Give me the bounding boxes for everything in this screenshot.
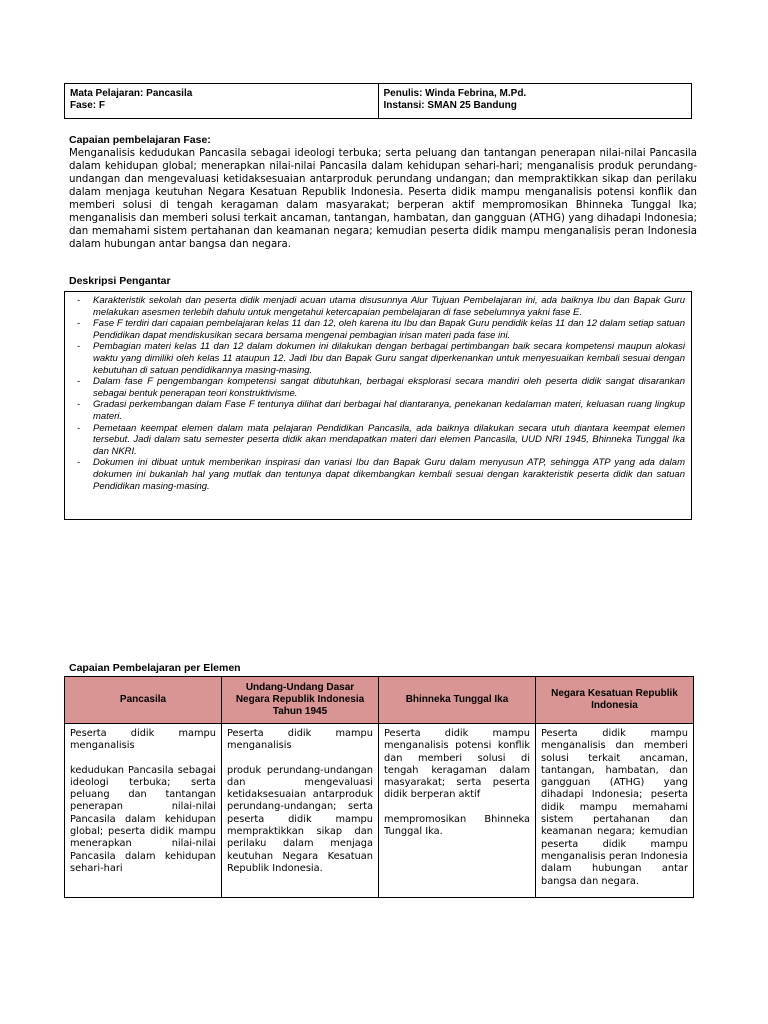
phase-achievement-title: Capaian pembelajaran Fase: [69,134,211,146]
phase-achievement-text: Menganalisis kedudukan Pancasila sebagai ideologi terbuka; serta peluang dan tantangan penerapan nilai-nilai Pancasila dalam kehidupan global; menerapkan nilai-nilai Pancasila dalam kehidupan sehari-hari; menganalisis produk perundang-undangan dan mengevaluasi ketidaksesuaian antarproduk perundang undangan; dan mempraktikkan sikap dan perilaku dalam menjaga keutuhan Negara Kesatuan Republik Indonesia. Peserta didik mampu menganalisis potensi konflik dan memberi solusi di tengah keragaman dalam masyarakat; berperan aktif mempromosikan Bhinneka Tunggal Ika; menganalisis dan memberi solusi terkait ancaman, tantangan, hambatan, dan gangguan (ATHG) yang dihadapi Indonesia; dan memahami sistem pertahanan dan keamanan negara; kemudian peserta didik mampu menganalisis peran Indonesia dalam hubungan antar bangsa dan negara. [69,148,697,250]
phase-label: Fase: F [70,100,106,111]
list-item [71,457,685,492]
column-header-nkri: Negara Kesatuan Republik Indonesia [536,677,694,724]
list-item [71,318,685,341]
list-item-text: Gradasi perkembangan dalam Fase F tentunya dilihat dari berbagai hal diantaranya, penekanan kedalaman materi, keluasan ruang lingkup materi. [93,399,685,422]
cell-paragraph: produk perundang-undangan dan mengevaluasi ketidaksesuaian antarproduk perundang-undangan; serta peserta didik mampu mempraktikkan sikap dan perilaku dalam menjaga keutuhan Negara Kesatuan Republik Indonesia. [227,764,373,874]
author-label: Penulis: Winda Febrina, M.Pd. [383,88,527,99]
author-cell [378,84,692,118]
cell-pancasila [65,724,222,898]
cell-paragraph: Peserta didik mampu menganalisis dan memberi solusi terkait ancaman, tantangan, hambatan, dan gangguan (ATHG) yang dihadapi Indonesia; peserta didik mampu memahami sistem pertahanan dan keamanan negara; kemudian peserta didik mampu menganalisis peran Indonesia dalam hubungan antar bangsa dan negara. [541,728,688,887]
list-item-text: Pemetaan keempat elemen dalam mata pelajaran Pendidikan Pancasila, ada baiknya dilakukan secara utuh diantara keempat elemen tersebut. Jadi dalam satu semester peserta didik akan mendapatkan materi dari elemen Pancasila, UUD NRI 1945, Bhinneka Tunggal Ika dan NKRI. [93,422,685,457]
list-item-text: Dokumen ini dibuat untuk memberikan inspirasi dan variasi Ibu dan Bapak Guru dalam menyusun ATP, sehingga ATP yang ada dalam dokumen ini bukanlah hal yang mutlak dan tentunya dapat dikembangkan kembali sesuai dengan karakteristik peserta didik dan satuan Pendidikan masing-masing. [93,457,685,492]
list-item [71,295,685,318]
intro-description-box [64,291,692,520]
list-item [71,376,685,399]
bullet-dash: - [77,422,81,434]
list-item [71,399,685,422]
table-header-row [65,677,694,724]
cell-uud-1945 [222,724,379,898]
element-achievement-title: Capaian Pembelajaran per Elemen [69,662,241,674]
phase-achievement-section [69,134,697,251]
subject-cell [65,84,378,118]
list-item-text: Pembagian materi kelas 11 dan 12 dalam dokumen ini dilakukan dengan berbagai pertimbangan baik secara kompetensi maupun alokasi waktu yang dimiliki oleh kelas 11 ataupun 12. Jadi Ibu dan Bapak Guru sangat diperkenankan untuk menyesuaikan kembali sesuai dengan kebutuhan di satuan pendidikannya masing-masing. [93,341,685,376]
bullet-dash: - [77,457,81,469]
subject-label: Mata Pelajaran: Pancasila [70,88,193,99]
intro-description-list [71,295,685,492]
institution-label: Instansi: SMAN 25 Bandung [383,100,517,111]
bullet-dash: - [77,376,81,388]
bullet-dash: - [77,399,81,411]
bullet-dash: - [77,341,81,353]
cell-nkri [536,724,694,898]
cell-paragraph: mempromosikan Bhinneka Tunggal Ika. [384,813,530,838]
element-achievement-table [64,676,694,898]
cell-paragraph: Peserta didik mampu menganalisis potensi konflik dan memberi solusi di tengah keragaman dalam masyarakat; serta peserta didik berperan aktif [384,728,530,801]
bullet-dash: - [77,295,81,306]
column-header-uud-1945: Undang-Undang Dasar Negara Republik Indonesia Tahun 1945 [222,677,379,724]
list-item-text: Karakteristik sekolah dan peserta didik menjadi acuan utama disusunnya Alur Tujuan Pembelajaran ini, ada baiknya Ibu dan Bapak Guru melakukan asesmen terlebih dahulu untuk mengetahui ketercapaian pembelajaran di fase sebelumnya yakni fase E. [93,295,685,318]
column-header-pancasila: Pancasila [65,677,222,724]
list-item-text: Fase F terdiri dari capaian pembelajaran kelas 11 dan 12, oleh karena itu Ibu dan Bapak Guru pendidik kelas 11 dan 12 dalam setiap satuan Pendidikan dapat mendiskusikan secara bersama mengenai pembagian irisan materi pada fase ini. [93,318,685,341]
list-item [71,341,685,376]
cell-bhinneka [379,724,536,898]
list-item [71,423,685,458]
table-row [65,724,694,898]
bullet-dash: - [77,318,81,330]
column-header-bhinneka: Bhinneka Tunggal Ika [379,677,536,724]
cell-paragraph: kedudukan Pancasila sebagai ideologi terbuka; serta peluang dan tantangan penerapan nilai-nilai Pancasila dalam kehidupan global; peserta didik mampu menerapkan nilai-nilai Pancasila dalam kehidupan sehari-hari [70,764,216,874]
header-table [64,83,692,119]
intro-description-title: Deskripsi Pengantar [69,275,171,287]
list-item-text: Dalam fase F pengembangan kompetensi sangat dibutuhkan, berbagai eksplorasi secara mandiri oleh peserta didik sangat disarankan sebagai bentuk penerapan teori konstruktivisme. [93,376,685,399]
cell-paragraph: Peserta didik mampu menganalisis [227,728,373,752]
cell-paragraph: Peserta didik mampu menganalisis [70,728,216,752]
